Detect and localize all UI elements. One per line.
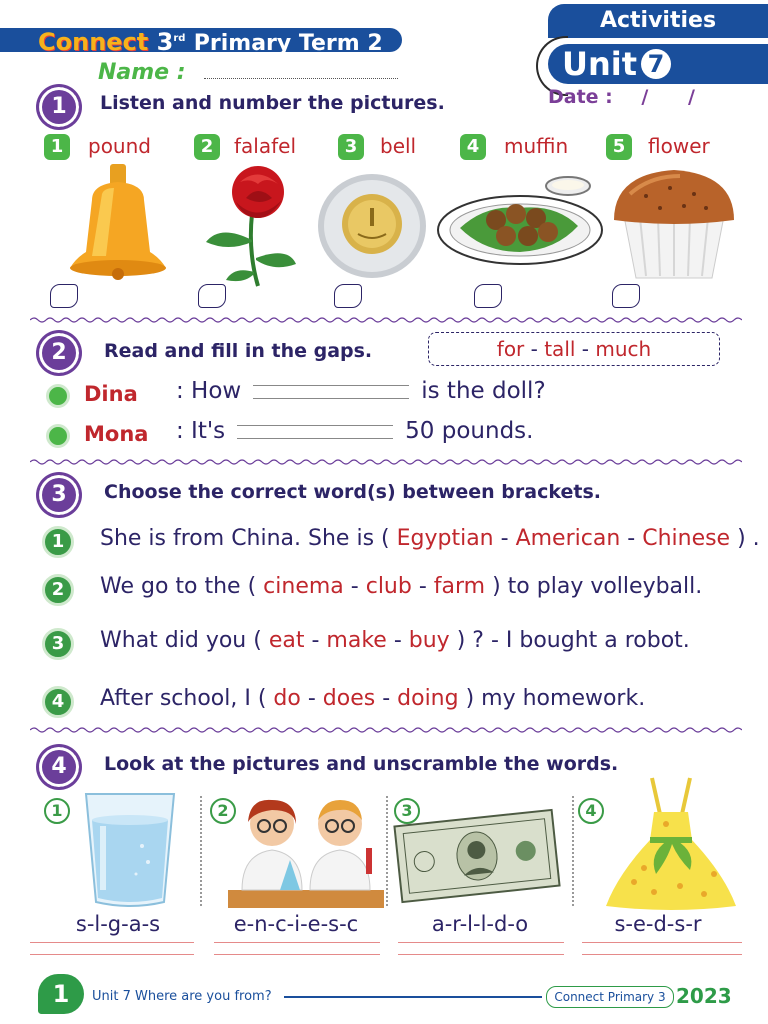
choice-sentence-4: After school, I ( do - does - doing ) my homework. (100, 686, 646, 711)
answer-box-bell[interactable] (50, 284, 78, 308)
line-1-after: is the doll? (421, 378, 546, 404)
glass-picture (82, 790, 178, 910)
unit-label: Unit (562, 45, 638, 83)
word-falafel: falafel (234, 134, 297, 158)
answer-box-falafel[interactable] (474, 284, 502, 308)
dress-picture (604, 774, 738, 912)
muffin-picture (610, 164, 738, 280)
choice-sentence-3: What did you ( eat - make - buy ) ? - I bought a robot. (100, 628, 690, 653)
option-buy[interactable]: buy (408, 628, 450, 653)
choice-sentence-2: We go to the ( cinema - club - farm ) to play volleyball. (100, 574, 703, 599)
question-4-badge: 4 (36, 744, 82, 790)
footer-year: 2023 (676, 984, 732, 1008)
date-field[interactable] (548, 86, 695, 108)
item-number-3: 3 (394, 798, 420, 824)
line-1-before: : How (176, 378, 242, 404)
dollar-picture (392, 808, 562, 904)
option-cinema[interactable]: cinema (263, 574, 344, 599)
brand-num: 3 (156, 28, 174, 56)
option-do[interactable]: do (273, 686, 301, 711)
word-number-1: 1 (44, 134, 70, 160)
question-3-badge: 3 (36, 472, 82, 518)
option-make[interactable]: make (326, 628, 387, 653)
bullet-dot (46, 384, 70, 408)
answer-line-2[interactable] (214, 942, 380, 943)
item-number-1: 1 (44, 798, 70, 824)
brand-sup: rd (173, 33, 186, 44)
date-label: Date : (548, 86, 613, 108)
option-does[interactable]: does (322, 686, 376, 711)
item-number-2: 2 (210, 798, 236, 824)
science-kids-picture (228, 794, 384, 912)
word-bank: for - tall - much (428, 332, 720, 366)
picture-divider (572, 796, 574, 906)
answer-line-4b (582, 954, 742, 955)
gap-1[interactable] (253, 385, 409, 399)
word-muffin: muffin (504, 134, 569, 158)
answer-line-1b (30, 954, 194, 955)
dialogue-line-1 (176, 378, 546, 404)
name-field[interactable] (204, 78, 398, 79)
bullet-dot (46, 424, 70, 448)
question-4-title: Look at the pictures and unscramble the words. (104, 753, 619, 775)
section-divider (30, 726, 742, 734)
dialogue-line-2 (176, 418, 533, 444)
word-number-3: 3 (338, 134, 364, 160)
option-eat[interactable]: eat (268, 628, 305, 653)
option-club[interactable]: club (365, 574, 412, 599)
item-number-3: 3 (42, 628, 74, 660)
option-chinese[interactable]: Chinese (642, 526, 731, 551)
word-number-5: 5 (606, 134, 632, 160)
picture-divider (386, 796, 388, 906)
brand-rest: Primary Term 2 (193, 31, 383, 56)
speaker-dina: Dina (84, 382, 138, 406)
item-number-1: 1 (42, 526, 74, 558)
item-number-4: 4 (578, 798, 604, 824)
option-doing[interactable]: doing (397, 686, 459, 711)
unit-number: 7 (641, 49, 671, 79)
picture-divider (200, 796, 202, 906)
name-label: Name : (98, 60, 186, 85)
section-divider (30, 316, 742, 324)
date-separators: / / (641, 86, 695, 108)
choice-sentence-1: She is from China. She is ( Egyptian - American - Chinese ) . (100, 526, 760, 551)
word-number-2: 2 (194, 134, 220, 160)
footer-line (284, 996, 542, 998)
brand-title (38, 24, 383, 59)
scrambled-word-2: e-n-c-i-e-s-c (233, 912, 359, 936)
answer-box-muffin[interactable] (612, 284, 640, 308)
answer-line-3[interactable] (398, 942, 564, 943)
bank-word-for: for (496, 337, 525, 361)
scrambled-word-1: s-l-g-a-s (75, 912, 161, 936)
bank-word-much: much (595, 337, 652, 361)
answer-line-3b (398, 954, 564, 955)
option-american[interactable]: American (515, 526, 621, 551)
answer-box-coin[interactable] (334, 284, 362, 308)
answer-box-rose[interactable] (198, 284, 226, 308)
pound-coin-picture (316, 172, 428, 280)
footer-book-name: Connect Primary 3 (546, 986, 674, 1008)
item-number-4: 4 (42, 686, 74, 718)
speaker-mona: Mona (84, 422, 149, 446)
option-farm[interactable]: farm (433, 574, 486, 599)
word-flower: flower (648, 134, 710, 158)
question-2-badge: 2 (36, 330, 82, 376)
unit-tab (548, 44, 768, 84)
brand-word: Connect (38, 28, 149, 56)
line-2-after: 50 pounds. (405, 418, 534, 444)
scrambled-word-4: s-e-d-s-r (614, 912, 702, 936)
question-1-title: Listen and number the pictures. (100, 92, 445, 114)
word-pound: pound (88, 134, 151, 158)
gap-2[interactable] (237, 425, 393, 439)
scrambled-word-3: a-r-l-l-d-o (431, 912, 529, 936)
question-2-title: Read and fill in the gaps. (104, 340, 373, 362)
item-number-2: 2 (42, 574, 74, 606)
bell-picture (62, 160, 174, 280)
option-egyptian[interactable]: Egyptian (396, 526, 494, 551)
answer-line-2b (214, 954, 380, 955)
falafel-plate-picture (436, 174, 608, 266)
activities-tab: Activities (548, 4, 768, 38)
page-number: 1 (38, 974, 84, 1014)
footer-unit-title: Unit 7 Where are you from? (92, 989, 272, 1004)
rose-picture (200, 162, 300, 290)
word-number-4: 4 (460, 134, 486, 160)
question-1-badge: 1 (36, 84, 82, 130)
line-2-before: : It's (176, 418, 226, 444)
answer-line-1[interactable] (30, 942, 194, 943)
bank-word-tall: tall (544, 337, 576, 361)
answer-line-4[interactable] (582, 942, 742, 943)
word-bell: bell (380, 134, 417, 158)
section-divider (30, 458, 742, 466)
question-3-title: Choose the correct word(s) between brackets. (104, 481, 601, 503)
